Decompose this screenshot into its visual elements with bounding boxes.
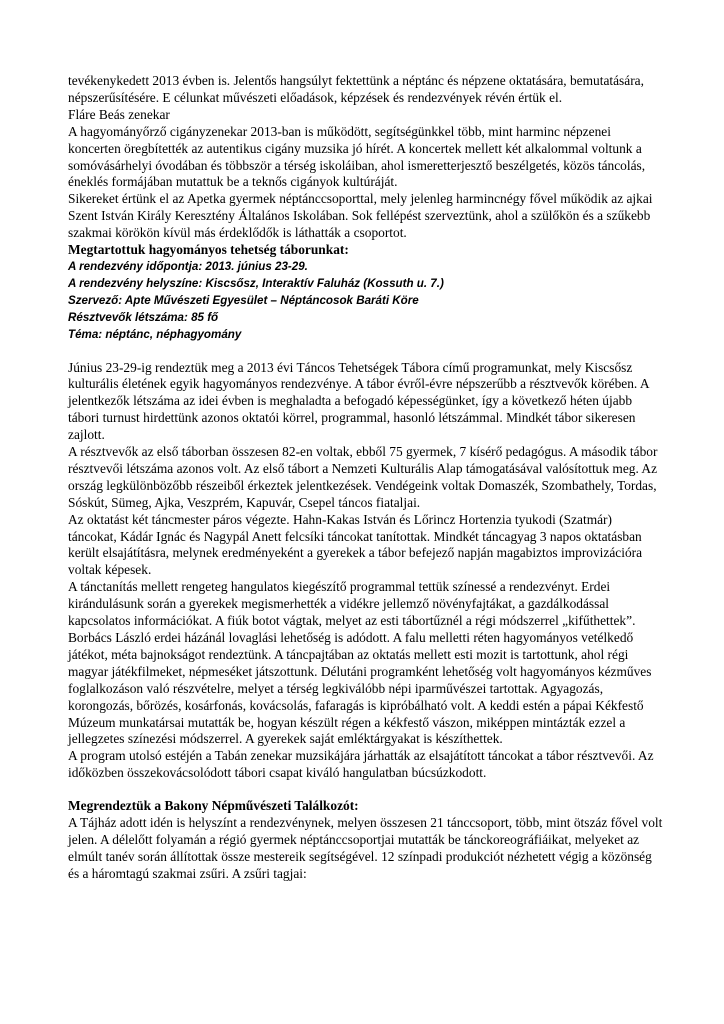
camp-location: A rendezvény helyszíne: Kiscsősz, Interaktív Faluház (Kossuth u. 7.) [68,276,444,290]
camp-paragraph: Az oktatást két táncmester páros végezte. Hahn-Kakas István és Lőrincz Hortenzia tyukodi (Szatmár) táncokat, Kádár Ignác és Nagypál Anett felcsíki táncokat tanítottak. Mindkét táncagyag 3 napos oktatásban került elsajátításra, melynek eredményeként a gyerekek a tábor befejező napján magabiztos improvizációra voltak képesek. [68,511,643,578]
camp-meta-block [68,259,664,344]
apetka-paragraph: Sikereket értünk el az Apetka gyermek néptánccsoporttal, mely jelenleg harmincnégy fővel működik az ajkai Szent István Király Keresztény Általános Iskolában. Sok fellépést szerveztünk, ahol a szülőkön és a szűkebb szakmai körökön kívül más érdeklődők is láthatták a csoportot. [68,191,653,241]
flare-paragraph: A hagyományőrző cigányzenekar 2013-ban is működött, segítségünkkel több, mint harminc népzenei koncerten öregbítették az autentikus cigány muzsika jó hírét. A koncertek mellett két alkalommal voltunk a somóvásárhelyi óvodában és többször a térség iskoláiban, ahol ismeretterjesztő beszélgetés, közös táncolás, éneklés formájában mutattuk be a teknős cigányok kultúráját. [68,123,646,190]
camp-theme: Téma: néptánc, néphagyomány [68,327,242,341]
spacer [68,344,664,360]
camp-heading: Megtartottuk hagyományos tehetség táborunkat: [68,242,349,258]
camp-organizer: Szervező: Apte Művészeti Egyesület – Néptáncosok Baráti Köre [68,293,419,307]
camp-paragraph: A résztvevők az első táborban összesen 82-en voltak, ebből 75 gyermek, 7 kísérő pedagógus. A második tábor résztvevői létszáma azonos volt. Az első tábort a Nemzeti Kulturális Alap támogatásával valósítottuk meg. Az ország legkülönbözőbb részeiből érkeztek jelentkezések. Vendégeink voltak Domaszék, Szombathely, Tordas, Sóskút, Sümeg, Ajka, Veszprém, Kapuvár, Csepel táncos fiataljai. [68,444,658,510]
bakony-heading: Megrendeztük a Bakony Népművészeti Találkozót: [68,798,359,814]
flare-section-title: Fláre Beás zenekar [68,106,170,122]
camp-participants: Résztvevők létszáma: 85 fő [68,310,219,324]
camp-paragraph: Június 23-29-ig rendeztük meg a 2013 évi Táncos Tehetségek Tábora című programunkat, mely Kiscsősz kulturális életének egyik hagyományos rendezvénye. A tábor évről-évre népszerűbb a résztvevők körében. A jelentkezők létszáma az idei évben is meghaladta a befogadó képességünket, így a következő héten újabb tábori turnust hirdettünk azonos oktatói körrel, programmal, hasonló létszámmal. Mindkét tábor sikeresen zajlott. [68,359,649,443]
camp-date: A rendezvény időpontja: 2013. június 23-29. [68,259,308,273]
camp-paragraph: A tánctanítás mellett rengeteg hangulatos kiegészítő programmal tettük színessé a rendezvényt. Erdei kirándulásunk során a gyerekek megismerhették a vidékre jellemző növényfajtákat, a gazdálkodással kapcsolatos információkat. A fiúk botot vágtak, melyet az esti tábortűznél a régi módszerrel „kifűthettek”. Borbács László erdei házánál lovaglási lehetőség is adódott. A falu melletti réten hagyományos vetélkedő játékot, méta bajnokságot rendeztünk. A táncpajtában az oktatás mellett esti mozit is tartottunk, ahol régi magyar játékfilmeket, népmeséket játszottunk. Délutáni programként lehetőség volt hagyományos kézműves foglalkozáson való részvételre, melyet a térség legkiválóbb népi iparművészei tartottak. Agyagozás, korongozás, bőrözés, kosárfonás, kovácsolás, fafaragás is kipróbálható volt. A keddi estén a pápai Kékfestő Múzeum munkatársai mutatták be, hogyan készült régen a kékfestő vászon, miképpen mintázták ezzel a jellegzetes színezési módszerrel. A gyerekek saját emléktárgyakat is készíthettek. [68,579,652,747]
intro-paragraph: tevékenykedett 2013 évben is. Jelentős hangsúlyt fektettünk a néptánc és népzene oktatására, bemutatására, népszerűsítésére. E célunkat művészeti előadások, képzések és rendezvények révén értük el. [68,73,644,105]
camp-paragraph: A program utolsó estéjén a Tabán zenekar muzsikájára járhatták az elsajátított táncokat a tábor résztvevői. Az időközben összekovácsolódott tábori csapat kiváló hangulatban búcsúzkodott. [68,748,654,781]
bakony-paragraph: A Tájház adott idén is helyszínt a rendezvénynek, melyen összesen 21 tánccsoport, több, mint ötszáz fővel volt jelen. A délelőtt folyamán a régió gyermek néptánccsoportjai mutatták be tánckoreográfiáikat, melyeket az elmúlt tanév során állítottak össze mestereik segítségével. 12 színpadi produkciót nézhetett végig a közönség és a háromtagú szakmai zsűri. A zsűri tagjai: [68,815,663,881]
spacer [68,782,664,798]
